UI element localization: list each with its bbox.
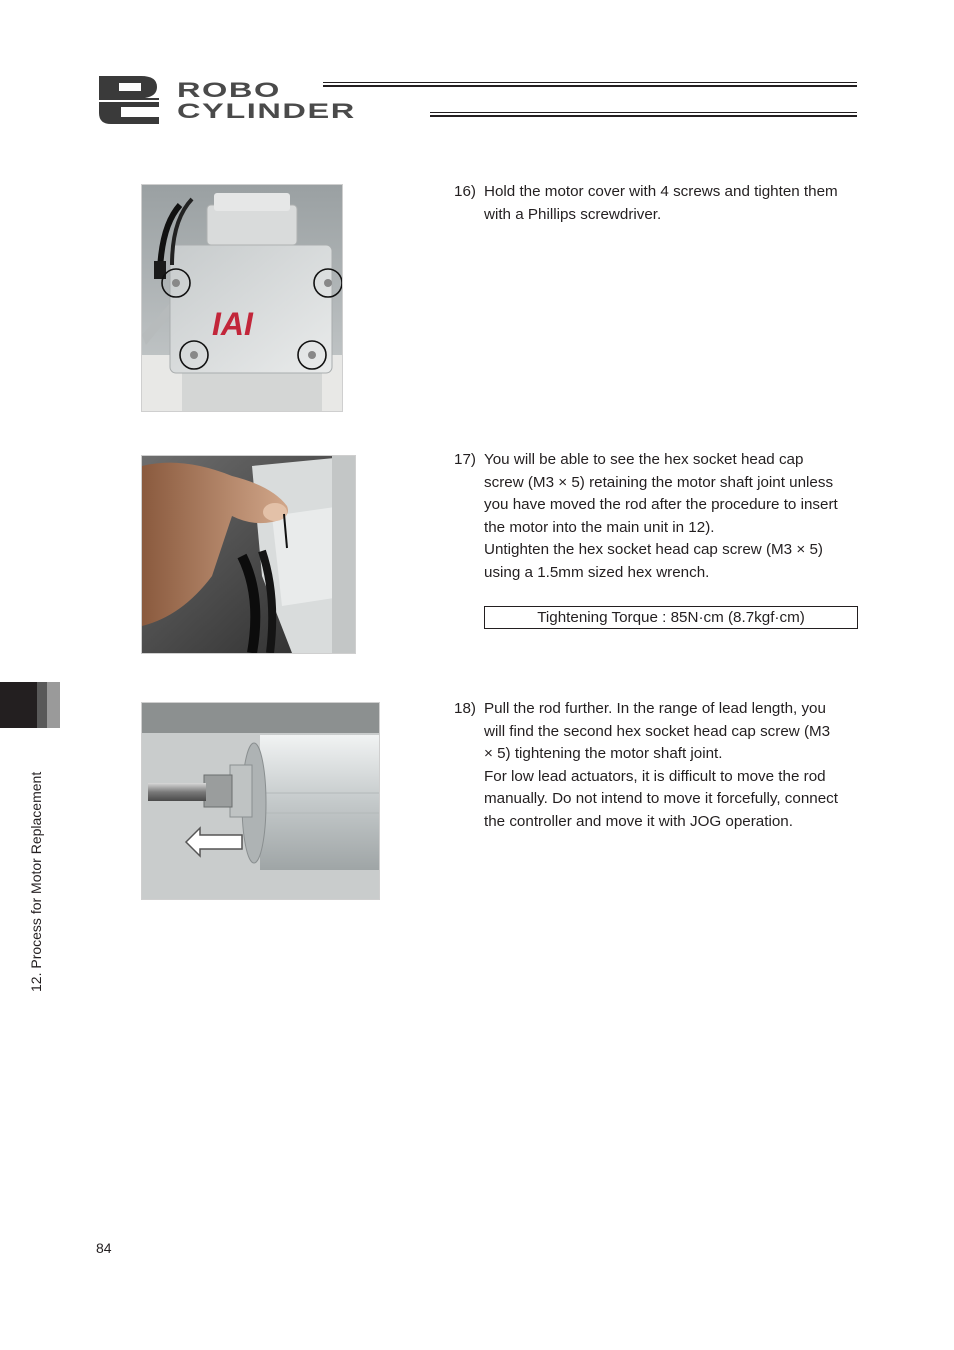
chapter-tab-light [47, 682, 60, 728]
iai-brand-label: IAI [212, 306, 253, 342]
step-16-number: 16) [454, 183, 476, 200]
step-18-number: 18) [454, 700, 476, 717]
step-18 [454, 698, 864, 833]
header-rule-bottom-thin [430, 112, 857, 113]
step-18-line-6: the controller and move it with JOG operation. [484, 812, 793, 830]
step-17-text [484, 449, 864, 584]
step-18-line-4: For low lead actuators, it is difficult to move the rod [484, 767, 826, 785]
header-rule-top-thick [323, 85, 857, 87]
photo-motor-cover-screws [141, 184, 343, 412]
robo-cylinder-logo [97, 74, 857, 126]
step-18-line-3: × 5) tightening the motor shaft joint. [484, 745, 723, 762]
tightening-torque-box: Tightening Torque : 85N·cm (8.7kgf·cm) [484, 606, 858, 629]
logo-word-cylinder: CYLINDER [177, 100, 356, 123]
page-number: 84 [96, 1240, 112, 1256]
step-17-number: 17) [454, 451, 476, 468]
step-17-line-6: using a 1.5mm sized hex wrench. [484, 563, 710, 581]
step-17-line-1: You will be able to see the hex socket head cap [484, 451, 804, 468]
chapter-side-label: 12. Process for Motor Replacement [28, 771, 44, 992]
step-17-line-2: screw (M3 × 5) retaining the motor shaft joint unless [484, 473, 834, 491]
header-rule-bottom-thick [430, 115, 857, 117]
step-18-text [484, 698, 864, 833]
step-17 [454, 449, 864, 584]
photo-hex-wrench-untighten [141, 455, 356, 654]
step-18-line-5: manually. Do not intend to move it forcefully, connect [484, 790, 838, 807]
chapter-tab-mid [37, 682, 47, 728]
step-16-line-2: with a Phillips screwdriver. [484, 205, 662, 223]
logo-word-robo: ROBO [177, 79, 281, 102]
step-16-text [484, 181, 864, 226]
step-17-line-3: you have moved the rod after the procedure to insert [484, 496, 838, 513]
step-17-line-5: Untighten the hex socket head cap screw (M3 × 5) [484, 541, 823, 558]
step-16 [454, 181, 864, 226]
step-16-line-1: Hold the motor cover with 4 screws and tighten them [484, 183, 838, 200]
step-17-line-4: the motor into the main unit in 12). [484, 518, 715, 536]
step-18-line-2: will find the second hex socket head cap screw (M3 [484, 722, 831, 740]
header-rule-top-thin [323, 82, 857, 83]
photo-pull-rod [141, 702, 380, 900]
rc-logo-mark-icon [97, 74, 177, 126]
chapter-tab-dark [0, 682, 37, 728]
step-18-line-1: Pull the rod further. In the range of lead length, you [484, 700, 826, 717]
